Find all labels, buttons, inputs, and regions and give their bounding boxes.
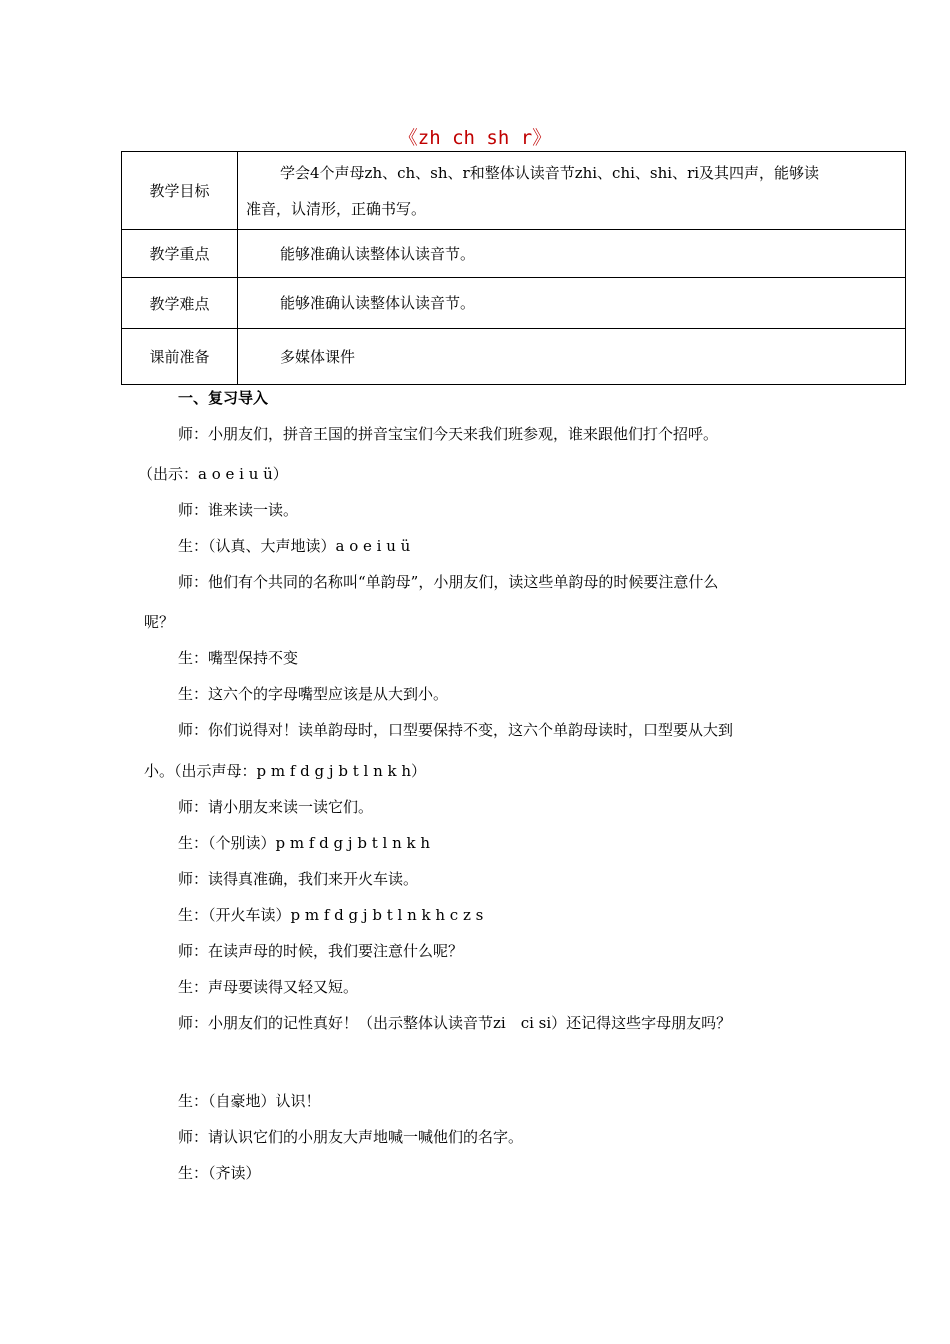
dialogue-line: 师：读得真准确，我们来开火车读。 <box>178 870 419 888</box>
table-row-key-point <box>122 230 906 278</box>
row-label-key-point: 教学重点 <box>122 230 238 278</box>
dialogue-line: 生：这六个的字母嘴型应该是从大到小。 <box>178 685 449 703</box>
row-label-preparation: 课前准备 <box>122 329 238 385</box>
goal-line-1: 学会4个声母zh、ch、sh、r和整体认读音节zhi、chi、shi、ri及其四声，能够读 <box>280 163 820 182</box>
row-content-goal <box>238 152 906 230</box>
row-content-difficulty: 能够准确认读整体认读音节。 <box>238 278 906 329</box>
dialogue-line: 生：嘴型保持不变 <box>178 649 299 667</box>
dialogue-line: 呢？ <box>144 613 175 631</box>
dialogue-line: 师：谁来读一读。 <box>178 501 299 519</box>
dialogue-line: 师：请认识它们的小朋友大声地喊一喊他们的名字。 <box>178 1128 524 1146</box>
table-row-preparation <box>122 329 906 385</box>
row-label-goal: 教学目标 <box>122 152 238 230</box>
dialogue-line: 生：（个别读）p m f d g j b t l n k h <box>178 834 431 852</box>
dialogue-line: 师：小朋友们的记性真好！（出示整体认读音节zi ci si）还记得这些字母朋友吗？ <box>178 1014 732 1032</box>
row-content-preparation: 多媒体课件 <box>238 329 906 385</box>
dialogue-line: 师：小朋友们，拼音王国的拼音宝宝们今天来我们班参观，谁来跟他们打个招呼。 <box>178 425 719 443</box>
table-row-goal <box>122 152 906 230</box>
dialogue-line: 师：请小朋友来读一读它们。 <box>178 798 374 816</box>
section-heading: 一、复习导入 <box>178 389 269 407</box>
dialogue-line: 生：声母要读得又轻又短。 <box>178 978 359 996</box>
dialogue-line: 生：（自豪地）认识！ <box>178 1092 321 1110</box>
dialogue-line: 小。（出示声母：p m f d g j b t l n k h） <box>144 762 427 780</box>
dialogue-line: （出示：a o e i u ü） <box>138 465 288 483</box>
dialogue-line: 生：（齐读） <box>178 1164 261 1182</box>
dialogue-line: 师：在读声母的时候，我们要注意什么呢？ <box>178 942 464 960</box>
dialogue-line: 师：你们说得对！读单韵母时，口型要保持不变，这六个单韵母读时，口型要从大到 <box>178 721 734 739</box>
dialogue-line: 生：（开火车读）p m f d g j b t l n k h c z s <box>178 906 484 924</box>
goal-line-2: 准音，认清形，正确书写。 <box>246 199 427 218</box>
row-content-key-point: 能够准确认读整体认读音节。 <box>238 230 906 278</box>
dialogue-line: 师：他们有个共同的名称叫“单韵母”，小朋友们，读这些单韵母的时候要注意什么 <box>178 573 719 591</box>
dialogue-line: 生：（认真、大声地读）a o e i u ü <box>178 537 411 555</box>
document-title: 《zh ch sh r》 <box>398 127 552 149</box>
lesson-plan-table <box>121 151 906 385</box>
row-label-difficulty: 教学难点 <box>122 278 238 329</box>
table-row-difficulty <box>122 278 906 329</box>
